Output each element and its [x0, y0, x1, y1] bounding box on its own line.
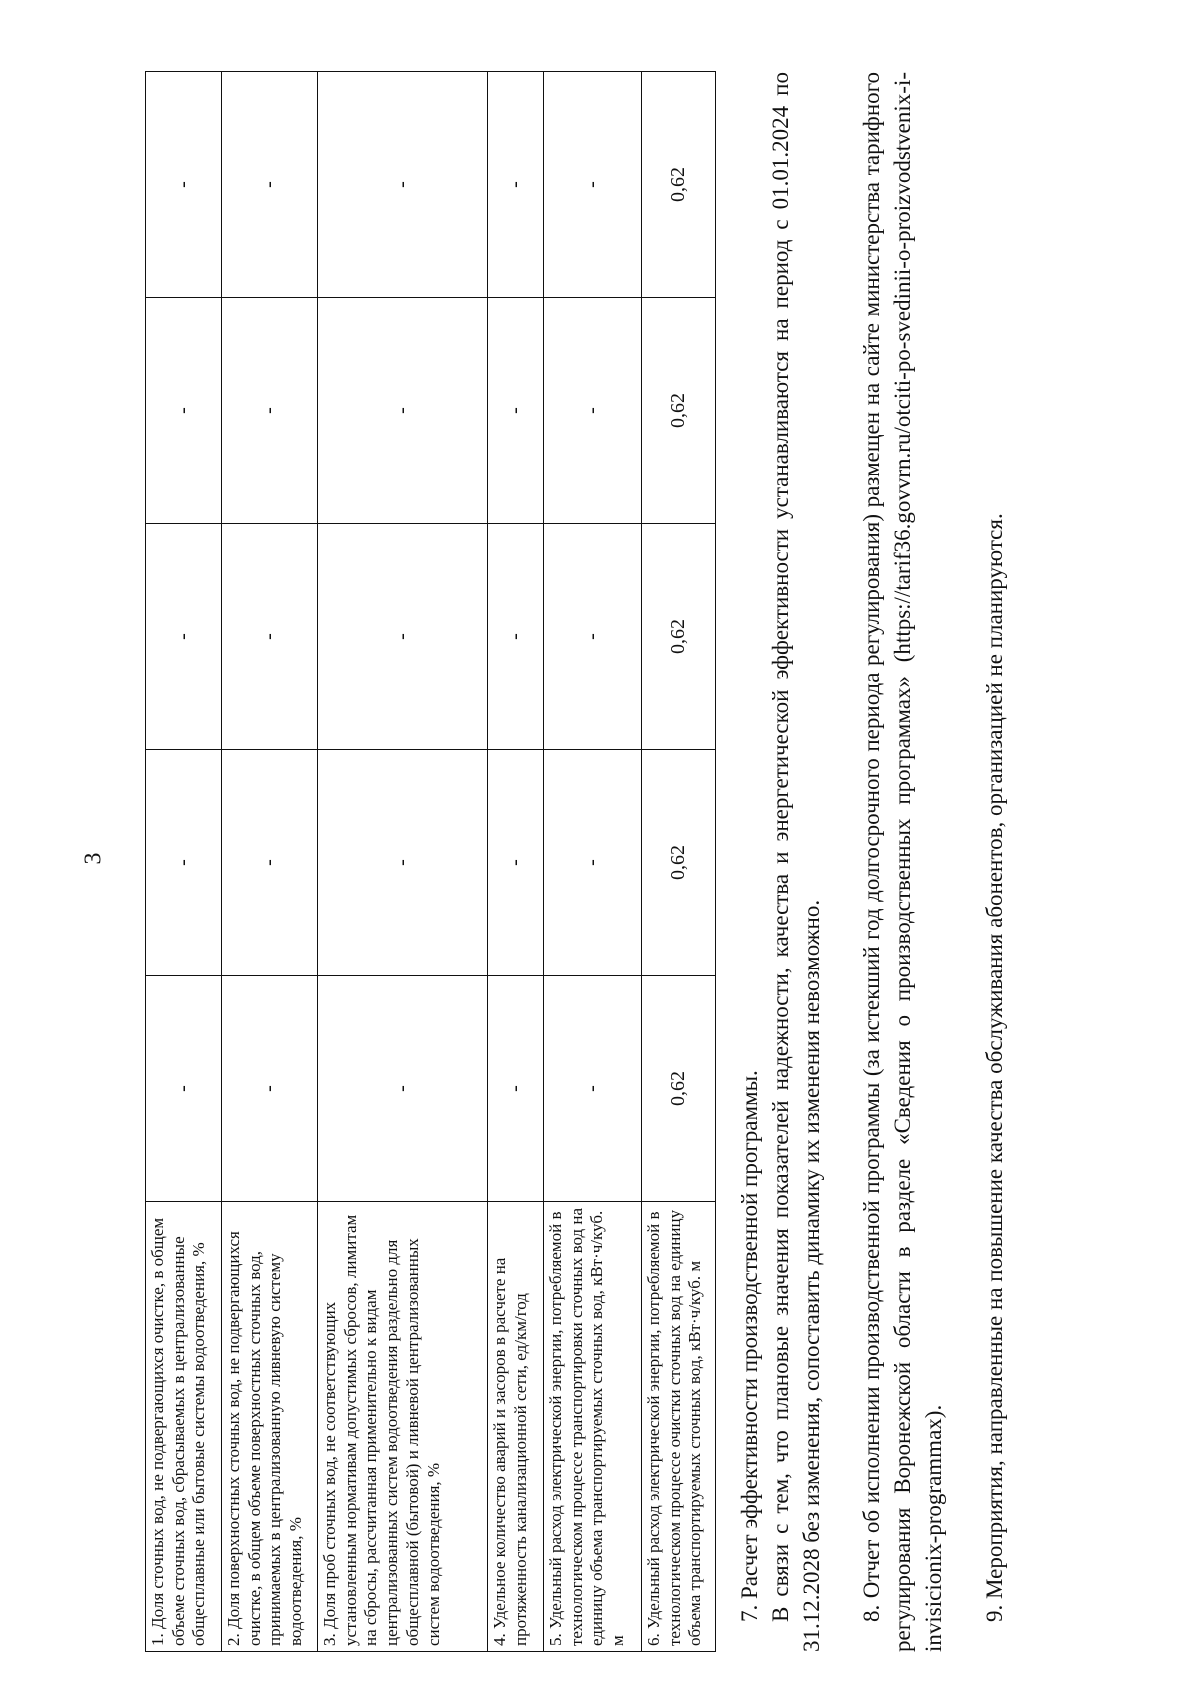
indicator-value: -	[488, 72, 544, 298]
indicator-value: 0,62	[642, 524, 716, 750]
indicator-value: -	[544, 750, 642, 976]
indicator-value: -	[222, 750, 318, 976]
indicator-value: -	[544, 72, 642, 298]
indicator-value: -	[488, 524, 544, 750]
indicator-value: -	[318, 524, 488, 750]
indicator-value: -	[318, 298, 488, 524]
table-row	[222, 72, 318, 1652]
indicator-value: -	[544, 976, 642, 1202]
indicator-value: -	[222, 72, 318, 298]
indicator-label: 2. Доля поверхностных сточных вод, не подвергающихся очистке, в общем объеме поверхностных сточных вод, принимаемых в централизованную ливневую систему водоотведения, %	[222, 1202, 318, 1652]
page-number: 3	[80, 852, 107, 865]
indicator-value: -	[222, 976, 318, 1202]
indicator-value: -	[318, 72, 488, 298]
indicator-value: -	[146, 524, 222, 750]
table-row	[642, 72, 716, 1652]
indicator-value: -	[488, 298, 544, 524]
table-row	[146, 72, 222, 1652]
indicator-value: -	[318, 750, 488, 976]
table-row	[488, 72, 544, 1652]
indicator-value: -	[146, 72, 222, 298]
indicator-value: -	[222, 298, 318, 524]
indicator-value: 0,62	[642, 976, 716, 1202]
indicator-label: 1. Доля сточных вод, не подвергающихся очистке, в общем объеме сточных вод, сбрасываемых в централизованные общесплавные или бытовые системы водоотведения, %	[146, 1202, 222, 1652]
section-9-body: 9. Мероприятия, направленные на повышение качества обслуживания абонентов, организацией не планируются.	[981, 513, 1007, 1622]
rotated-content	[145, 72, 1145, 1652]
table-row	[544, 72, 642, 1652]
indicator-value: -	[146, 976, 222, 1202]
indicator-value: -	[222, 524, 318, 750]
section-7-body: В связи с тем, что плановые значения показателей надежности, качества и энергетической эффективности устанавливаются на период с 01.01.2024 по 31.12.2028 без изменения, сопоставить динамику их изменения невозможно.	[767, 72, 824, 1652]
indicator-value: 0,62	[642, 750, 716, 976]
indicator-value: -	[488, 976, 544, 1202]
indicator-value: -	[488, 750, 544, 976]
indicator-label: 5. Удельный расход электрической энергии, потребляемой в технологическом процессе транспортировки сточных вод на единицу объема транспортируемых сточных вод, кВт·ч/куб. м	[544, 1202, 642, 1652]
indicator-label: 6. Удельный расход электрической энергии, потребляемой в технологическом процессе очистки сточных вод на единицу объема транспортируемых сточных вод, кВт·ч/куб. м	[642, 1202, 716, 1652]
indicator-value: -	[544, 524, 642, 750]
indicator-value: -	[544, 298, 642, 524]
indicator-label: 4. Удельное количество аварий и засоров в расчете на протяженность канализационной сети, ед/км/год	[488, 1202, 544, 1652]
section-7-heading: 7. Расчет эффективности производственной программы.	[737, 1070, 762, 1622]
indicator-label: 3. Доля проб сточных вод, не соответствующих установленным нормативам допустимых сбросов, лимитам на сбросы, рассчитанная применительно к видам централизованных систем водоотведения раздельно для общесплавной (бытовой) и ливневой централизованных систем водоотведения, %	[318, 1202, 488, 1652]
indicator-value: -	[318, 976, 488, 1202]
text-block	[735, 72, 1011, 1652]
indicator-value: -	[146, 298, 222, 524]
metrics-table	[145, 71, 716, 1652]
indicator-value: -	[146, 750, 222, 976]
indicator-value: 0,62	[642, 72, 716, 298]
indicator-value: 0,62	[642, 298, 716, 524]
table-row	[318, 72, 488, 1652]
section-8-body: 8. Отчет об исполнении производственной программы (за истекший год долгосрочного периода регулирования) размещен на сайте министерства тарифного регулирования Воронежской области в разделе «Сведения о производственных программах» (https://tarif36.govvrn.ru/otciti-po-svedinii-o-proizvodstvenix-i-invisicionix-programmax).	[859, 72, 947, 1652]
